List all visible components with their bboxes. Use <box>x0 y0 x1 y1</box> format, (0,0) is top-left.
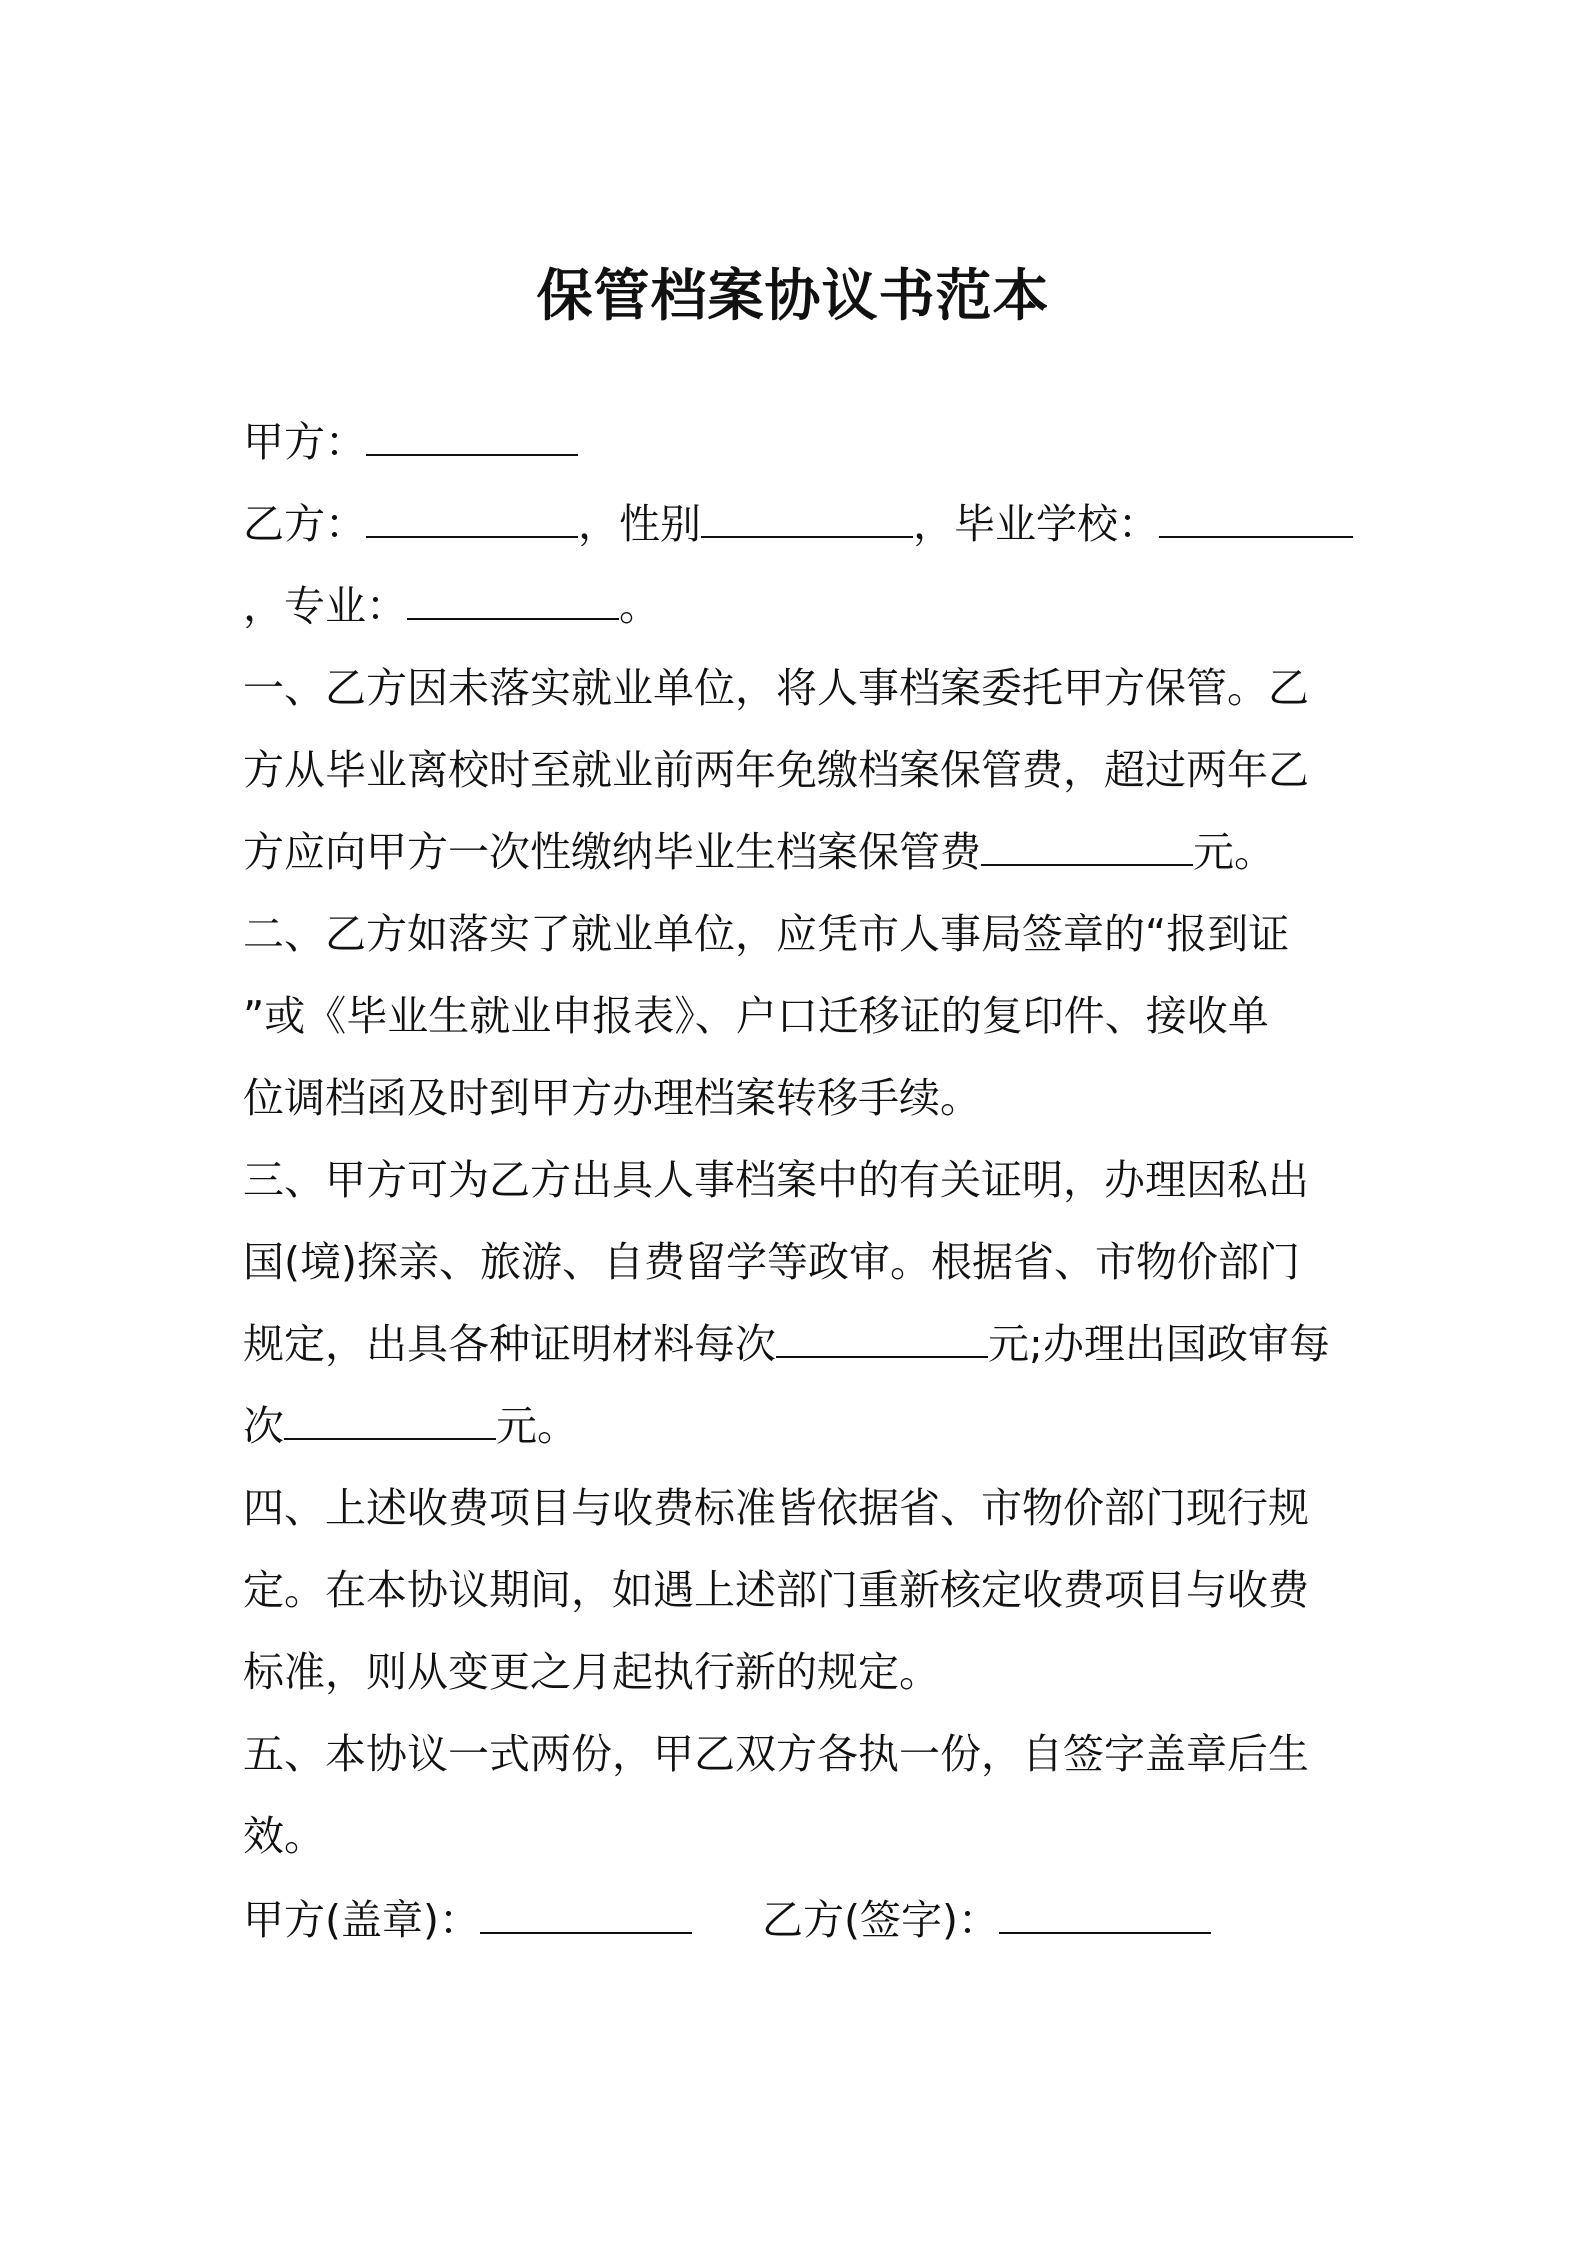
party-a-line <box>243 412 1353 472</box>
clause3-text: 次 <box>243 1402 284 1450</box>
clause4-line: 标准，则从变更之月起执行新的规定。 <box>243 1648 940 1696</box>
party-a-seal-blank <box>480 1896 692 1934</box>
clause2-line: ”或《毕业生就业申报表》、户口迁移证的复印件、接收单 <box>243 992 1269 1040</box>
clause2-line: 二、乙方如落实了就业单位，应凭市人事局签章的“报到证 <box>243 910 1290 958</box>
clause1-line <box>243 822 1353 882</box>
clause3-end: 元。 <box>496 1402 578 1450</box>
clause5-line: 效。 <box>243 1812 325 1860</box>
clause1-end: 元。 <box>1193 828 1275 876</box>
clause3-text: 规定，出具各种证明材料每次 <box>243 1320 776 1368</box>
document-title: 保管档案协议书范本 <box>536 264 1050 329</box>
school-blank <box>1159 500 1353 538</box>
major-label: ，专业： <box>243 582 407 630</box>
party-a-label: 甲方： <box>243 418 366 466</box>
clause5-line: 五、本协议一式两份，甲乙双方各执一份，自签字盖章后生 <box>243 1730 1309 1778</box>
party-a-blank <box>366 418 578 456</box>
party-b-sign-blank <box>999 1896 1211 1934</box>
major-end: 。 <box>619 582 660 630</box>
clause1-fee-blank <box>981 828 1193 866</box>
clause2-line: 位调档函及时到甲方办理档案转移手续。 <box>243 1074 981 1122</box>
clause3-line: 国(境)探亲、旅游、自费留学等政审。根据省、市物价部门 <box>243 1238 1300 1286</box>
gender-label: ，性别 <box>578 500 701 548</box>
clause3-line <box>243 1396 1353 1456</box>
clause1-line: 方从毕业离校时至就业前两年免缴档案保管费，超过两年乙 <box>243 746 1309 794</box>
signature-line <box>243 1890 1353 1950</box>
party-b-sign-label: 乙方(签字)： <box>762 1896 999 1944</box>
party-b-line <box>243 494 1353 554</box>
clause3-mid: 元;办理出国政审每 <box>988 1320 1330 1368</box>
major-blank <box>407 582 619 620</box>
certificate-fee-blank <box>776 1320 988 1358</box>
gender-blank <box>701 500 913 538</box>
review-fee-blank <box>284 1402 496 1440</box>
clause4-line: 四、上述收费项目与收费标准皆依据省、市物价部门现行规 <box>243 1484 1309 1532</box>
clause3-line: 三、甲方可为乙方出具人事档案中的有关证明，办理因私出 <box>243 1156 1309 1204</box>
party-b-blank <box>366 500 578 538</box>
major-line <box>243 576 1353 636</box>
clause1-line: 一、乙方因未落实就业单位，将人事档案委托甲方保管。乙 <box>243 664 1309 712</box>
party-b-label: 乙方： <box>243 500 366 548</box>
clause3-line <box>243 1314 1353 1374</box>
clause1-text: 方应向甲方一次性缴纳毕业生档案保管费 <box>243 828 981 876</box>
school-label: ，毕业学校： <box>913 500 1159 548</box>
party-a-seal-label: 甲方(盖章)： <box>243 1896 480 1944</box>
clause4-line: 定。在本协议期间，如遇上述部门重新核定收费项目与收费 <box>243 1566 1309 1614</box>
